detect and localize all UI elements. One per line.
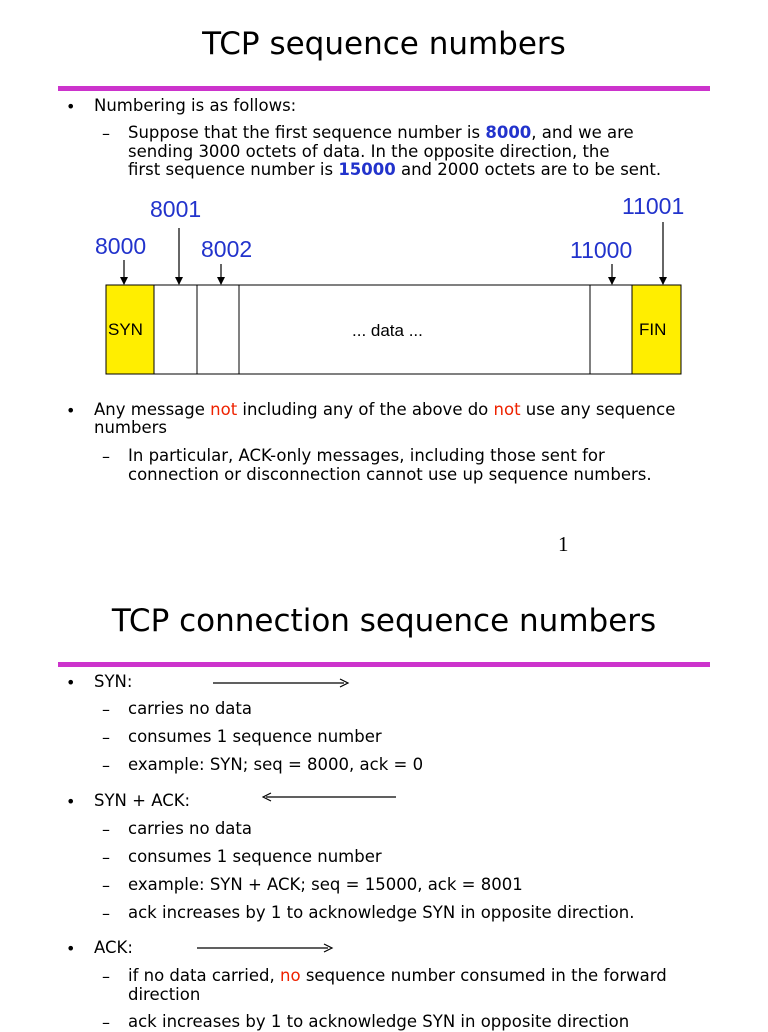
syn-item-3: example: SYN; seq = 8000, ack = 0 <box>128 755 424 774</box>
seq-15000-highlight: 15000 <box>338 160 396 179</box>
syn-label: SYN <box>108 320 143 339</box>
ack-heading: ACK: <box>94 938 133 957</box>
sub-line-3-c: and 2000 octets are to be sent. <box>395 160 662 179</box>
bullet-marker: • <box>66 792 76 811</box>
right-arrow-icon <box>196 942 346 954</box>
dash-marker: – <box>102 1013 110 1032</box>
bullet2-e: use any sequence <box>520 400 676 419</box>
not-highlight-1: not <box>210 400 238 419</box>
dash-marker: – <box>102 904 110 923</box>
synack-item-3: example: SYN + ACK; seq = 15000, ack = 8001 <box>128 875 523 894</box>
dash-marker: – <box>102 756 110 775</box>
sub-line-1-a: Suppose that the first sequence number is <box>128 123 486 142</box>
synack-item-2: consumes 1 sequence number <box>128 847 382 866</box>
synack-heading: SYN + ACK: <box>94 791 191 810</box>
seq-8000-highlight: 8000 <box>485 123 532 142</box>
dash-marker: – <box>102 967 110 986</box>
title-rule <box>58 662 710 667</box>
bullet-marker: • <box>66 939 76 958</box>
bullet2-line2: numbers <box>94 418 167 437</box>
right-arrow-icon <box>212 677 362 689</box>
sub-line-3-a: first sequence number is <box>128 160 339 179</box>
dash-marker: – <box>102 700 110 719</box>
bullet-numbering: Numbering is as follows: <box>94 96 297 115</box>
synack-item-1: carries no data <box>128 819 252 838</box>
syn-heading: SYN: <box>94 672 133 691</box>
dash-marker: – <box>102 447 110 466</box>
label-8001: 8001 <box>150 196 202 222</box>
ack-item-1-c: sequence number consumed in the forward <box>300 966 667 985</box>
sub-line-2: sending 3000 octets of data. In the opposite direction, the <box>128 142 610 161</box>
bullet2-sub-line2: connection or disconnection cannot use up sequence numbers. <box>128 465 652 484</box>
left-arrow-icon <box>262 791 412 803</box>
data-label: ... data ... <box>352 321 423 340</box>
label-8002: 8002 <box>201 236 253 262</box>
syn-item-1: carries no data <box>128 699 252 718</box>
bullet2-c: including any of the above do <box>237 400 494 419</box>
ack-item-1-a: if no data carried, <box>128 966 281 985</box>
label-11001: 11001 <box>622 193 685 219</box>
bullet-marker: • <box>66 97 76 116</box>
bullet2-a: Any message <box>94 400 211 419</box>
syn-item-2: consumes 1 sequence number <box>128 727 382 746</box>
page-number: 1 <box>558 532 569 556</box>
bullet-marker: • <box>66 673 76 692</box>
slide-2-title: TCP connection sequence numbers <box>111 603 657 639</box>
ack-item-1 <box>128 967 667 985</box>
fin-label: FIN <box>639 320 667 339</box>
label-8000: 8000 <box>95 233 147 259</box>
ack-item-2: ack increases by 1 to acknowledge SYN in opposite direction <box>128 1012 630 1031</box>
ack-item-1-line2: direction <box>128 985 201 1004</box>
label-11000: 11000 <box>570 237 633 263</box>
not-highlight-2: not <box>493 400 521 419</box>
no-highlight: no <box>280 966 301 985</box>
synack-item-4: ack increases by 1 to acknowledge SYN in opposite direction. <box>128 903 635 922</box>
dash-marker: – <box>102 876 110 895</box>
dash-marker: – <box>102 820 110 839</box>
dash-marker: – <box>102 728 110 747</box>
bullet-marker: • <box>66 401 76 420</box>
dash-marker: – <box>102 124 110 143</box>
dash-marker: – <box>102 848 110 867</box>
slide-1-title: TCP sequence numbers <box>202 26 566 62</box>
bullet2-sub-line1: In particular, ACK-only messages, including those sent for <box>128 446 605 465</box>
sub-line-1-c: , and we are <box>531 123 634 142</box>
